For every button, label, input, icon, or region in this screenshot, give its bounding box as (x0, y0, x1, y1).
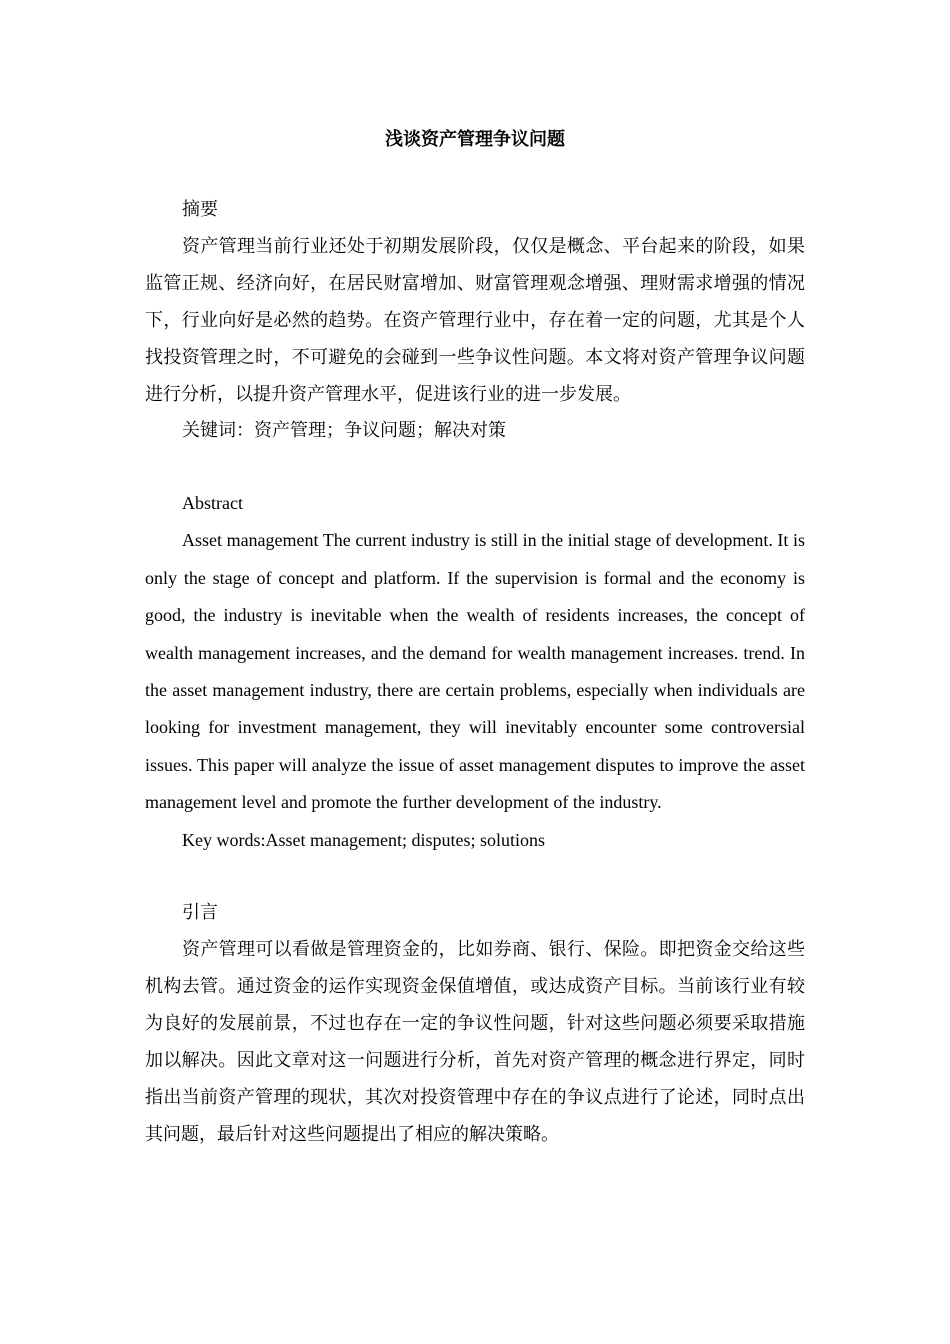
abstract-cn-heading: 摘要 (182, 199, 218, 220)
section-spacer (145, 449, 805, 485)
keywords-en: Key words:Asset management; disputes; solutions (182, 829, 545, 850)
abstract-cn-body: 资产管理当前行业还处于初期发展阶段，仅仅是概念、平台起来的阶段，如果监管正规、经济向好，在居民财富增加、财富管理观念增强、理财需求增强的情况下，行业向好是必然的趋势。在资产管理行业中，存在着一定的问题，尤其是个人找投资管理之时，不可避免的会碰到一些争议性问题。本文将对资产管理争议问题进行分析，以提升资产管理水平，促进该行业的进一步发展。 (145, 236, 805, 405)
section-spacer (145, 859, 805, 895)
abstract-en-heading: Abstract (182, 493, 243, 513)
intro-heading: 引言 (182, 902, 218, 924)
intro-body: 资产管理可以看做是管理资金的，比如券商、银行、保险。即把资金交给这些机构去管。通过资金的运作实现资金保值增值，或达成资产目标。当前该行业有较为良好的发展前景，不过也存在一定的争议性问题，针对这些问题必须要采取措施加以解决。因此文章对这一问题进行分析，首先对资产管理的概念进行界定，同时指出当前资产管理的现状，其次对投资管理中存在的争议点进行了论述，同时点出其问题，最后针对这些问题提出了相应的解决策略。 (145, 939, 805, 1146)
keywords-cn: 关键词：资产管理；争议问题；解决对策 (182, 420, 506, 441)
abstract-en-body: Asset management The current industry is still in the initial stage of development. It is only the stage of concept and platform. If the supervision is formal and the economy is good, the industry is inevitable when the wealth of residents increases, the concept of wealth management increases, and the demand for wealth management increases. trend. In the asset management industry, there are certain problems, especially when individuals are looking for investment management, they will inevitably encounter some controversial issues. This paper will analyze the issue of asset management disputes to improve the asset management level and promote the further development of the industry. (145, 530, 805, 813)
paper-title: 浅谈资产管理争议问题 (385, 129, 565, 150)
